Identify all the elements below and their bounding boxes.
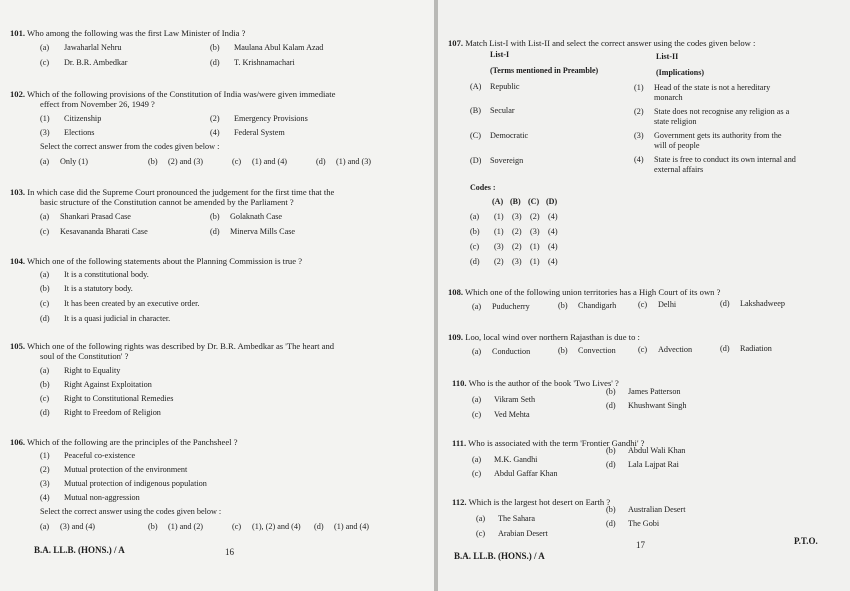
option: (d) It is a quasi judicial in character. — [40, 314, 171, 323]
question-number: 107. — [448, 38, 464, 48]
booklet-code-footer: B.A. LL.B. (HONS.) / A — [34, 545, 125, 555]
question-number: 111. — [452, 438, 467, 448]
pto-label: P.T.O. — [794, 536, 818, 546]
question-108 — [448, 287, 720, 297]
option: (d) (1) and (3) — [316, 157, 372, 166]
option: (b) Golaknath Case — [210, 212, 283, 221]
option: (c) Abdul Gaffar Khan — [472, 469, 558, 478]
instruction: Select the correct answer from the codes given below : — [40, 142, 220, 151]
list-item: (3) Elections — [40, 128, 95, 137]
question-number: 108. — [448, 287, 464, 297]
option: (b) Maulana Abul Kalam Azad — [210, 43, 324, 52]
question-number: 110. — [452, 378, 467, 388]
question-text-line2: basic structure of the Constitution cannot be amended by the Parliament ? — [40, 197, 294, 207]
option: (a) Puducherry — [472, 302, 530, 311]
question-112 — [452, 497, 610, 507]
option: (b) (2) and (3) — [148, 157, 204, 166]
question-number: 112. — [452, 497, 467, 507]
list-item: (1) Peaceful co-existence — [40, 451, 136, 460]
option: (a) Conduction — [472, 347, 531, 356]
option: (b) Convection — [558, 346, 616, 355]
list2-row: (1) Head of the state is not a hereditary — [634, 83, 771, 92]
option: (c) Kesavananda Bharati Case — [40, 227, 148, 236]
question-text: Who among the following was the first Law Minister of India ? — [27, 28, 246, 38]
question-text: Which one of the following union territories has a High Court of its own ? — [465, 287, 721, 297]
list1-row: (B) Secular — [470, 106, 515, 115]
list-item: (4) Federal System — [210, 128, 285, 137]
list1-header: List-I — [490, 50, 510, 59]
option: (d) Radiation — [720, 344, 772, 353]
question-text: Who is associated with the term 'Frontier Gandhi' ? — [468, 438, 645, 448]
option: (a) Vikram Seth — [472, 395, 536, 404]
option: (d) Lala Lajpat Rai — [606, 460, 679, 469]
option: (a) It is a constitutional body. — [40, 270, 149, 279]
question-number: 103. — [10, 187, 26, 197]
right-page — [438, 0, 850, 591]
list-item: (3) Mutual protection of indigenous population — [40, 479, 207, 488]
option: (c) Advection — [638, 345, 693, 354]
option: (b) Right Against Exploitation — [40, 380, 152, 389]
codes-label: Codes : — [470, 183, 496, 192]
question-102 — [10, 89, 335, 99]
option: (c) Arabian Desert — [476, 529, 548, 538]
question-text: Which of the following provisions of the Constitution of India was/were given immediate — [27, 89, 336, 99]
list2-row: (2) State does not recognise any religion as a — [634, 107, 790, 116]
question-text: Loo, local wind over northern Rajasthan is due to : — [465, 332, 640, 342]
list-item: (4) Mutual non-aggression — [40, 493, 140, 502]
question-text: Which one of the following rights was described by Dr. B.R. Ambedkar as 'The heart and — [27, 341, 335, 351]
question-103 — [10, 187, 334, 197]
list2-row-cont: state religion — [654, 117, 697, 126]
option: (b) (1) and (2) — [148, 522, 204, 531]
option: (d) T. Krishnamachari — [210, 58, 295, 67]
list2-subheader: (Implications) — [656, 68, 704, 77]
option: (b) It is a statutory body. — [40, 284, 133, 293]
list2-row-cont: will of people — [654, 141, 700, 150]
list2-row-cont: monarch — [654, 93, 683, 102]
list1-row: (C) Democratic — [470, 131, 529, 140]
option: (d) (1) and (4) — [314, 522, 370, 531]
option: (a) Right to Equality — [40, 366, 121, 375]
instruction: Select the correct answer using the codes given below : — [40, 507, 222, 516]
question-text-line2: soul of the Constitution' ? — [40, 351, 129, 361]
list2-row-cont: external affairs — [654, 165, 704, 174]
question-text: In which case did the Supreme Court pronounced the judgement for the first time that the — [27, 187, 335, 197]
question-104 — [10, 256, 302, 266]
option: (b) James Patterson — [606, 387, 681, 396]
question-text: Who is the author of the book 'Two Lives' ? — [468, 378, 619, 388]
list2-row: (3) Government gets its authority from the — [634, 131, 782, 140]
question-number: 102. — [10, 89, 26, 99]
list1-row: (D) Sovereign — [470, 156, 524, 165]
option: (a) (3) and (4) — [40, 522, 96, 531]
list1-row: (A) Republic — [470, 82, 520, 91]
option: (d) The Gobi — [606, 519, 660, 528]
question-text: Which of the following are the principles of the Panchsheel ? — [27, 437, 238, 447]
question-text: Which one of the following statements about the Planning Commission is true ? — [27, 256, 303, 266]
list-item: (2) Emergency Provisions — [210, 114, 308, 123]
option: (a) The Sahara — [476, 514, 536, 523]
question-110 — [452, 378, 619, 388]
list2-row: (4) State is free to conduct its own internal and — [634, 155, 796, 164]
option: (c) It has been created by an executive order. — [40, 299, 200, 308]
list1-subheader: (Terms mentioned in Preamble) — [490, 66, 599, 75]
question-text: Which is the largest hot desert on Earth ? — [468, 497, 611, 507]
code-row: (b) (1) (2) (3) (4) — [470, 227, 558, 236]
question-number: 104. — [10, 256, 26, 266]
question-number: 101. — [10, 28, 26, 38]
option: (b) Australian Desert — [606, 505, 686, 514]
question-text: Match List-I with List-II and select the correct answer using the codes given below : — [465, 38, 756, 48]
option: (b) Abdul Wali Khan — [606, 446, 686, 455]
page-number: 16 — [225, 547, 234, 557]
option: (a) Jawaharlal Nehru — [40, 43, 122, 52]
option: (d) Minerva Mills Case — [210, 227, 296, 236]
question-107 — [448, 38, 755, 48]
question-106 — [10, 437, 238, 447]
option: (a) Only (1) — [40, 157, 88, 166]
page-number: 17 — [636, 540, 645, 550]
question-number: 106. — [10, 437, 26, 447]
option: (b) Chandigarh — [558, 301, 617, 310]
option: (c) Ved Mehta — [472, 410, 530, 419]
option: (a) Shankari Prasad Case — [40, 212, 131, 221]
code-row: (a) (1) (3) (2) (4) — [470, 212, 558, 221]
option: (c) Right to Constitutional Remedies — [40, 394, 174, 403]
option: (c) Dr. B.R. Ambedkar — [40, 58, 128, 67]
question-109 — [448, 332, 640, 342]
list-item: (2) Mutual protection of the environment — [40, 465, 188, 474]
question-text-line2: effect from November 26, 1949 ? — [40, 99, 155, 109]
option: (a) M.K. Gandhi — [472, 455, 538, 464]
codes-header: (A) (B) (C) (D) — [492, 197, 558, 206]
code-row: (c) (3) (2) (1) (4) — [470, 242, 558, 251]
question-101 — [10, 28, 245, 38]
code-row: (d) (2) (3) (1) (4) — [470, 257, 558, 266]
option: (c) Delhi — [638, 300, 677, 309]
question-number: 105. — [10, 341, 26, 351]
list2-header: List-II — [656, 52, 679, 61]
booklet-code-footer: B.A. LL.B. (HONS.) / A — [454, 551, 545, 561]
option: (d) Khushwant Singh — [606, 401, 687, 410]
option: (c) (1), (2) and (4) — [232, 522, 301, 531]
question-number: 109. — [448, 332, 464, 342]
option: (d) Right to Freedom of Religion — [40, 408, 161, 417]
list-item: (1) Citizenship — [40, 114, 102, 123]
question-105 — [10, 341, 334, 351]
option: (c) (1) and (4) — [232, 157, 288, 166]
option: (d) Lakshadweep — [720, 299, 786, 308]
